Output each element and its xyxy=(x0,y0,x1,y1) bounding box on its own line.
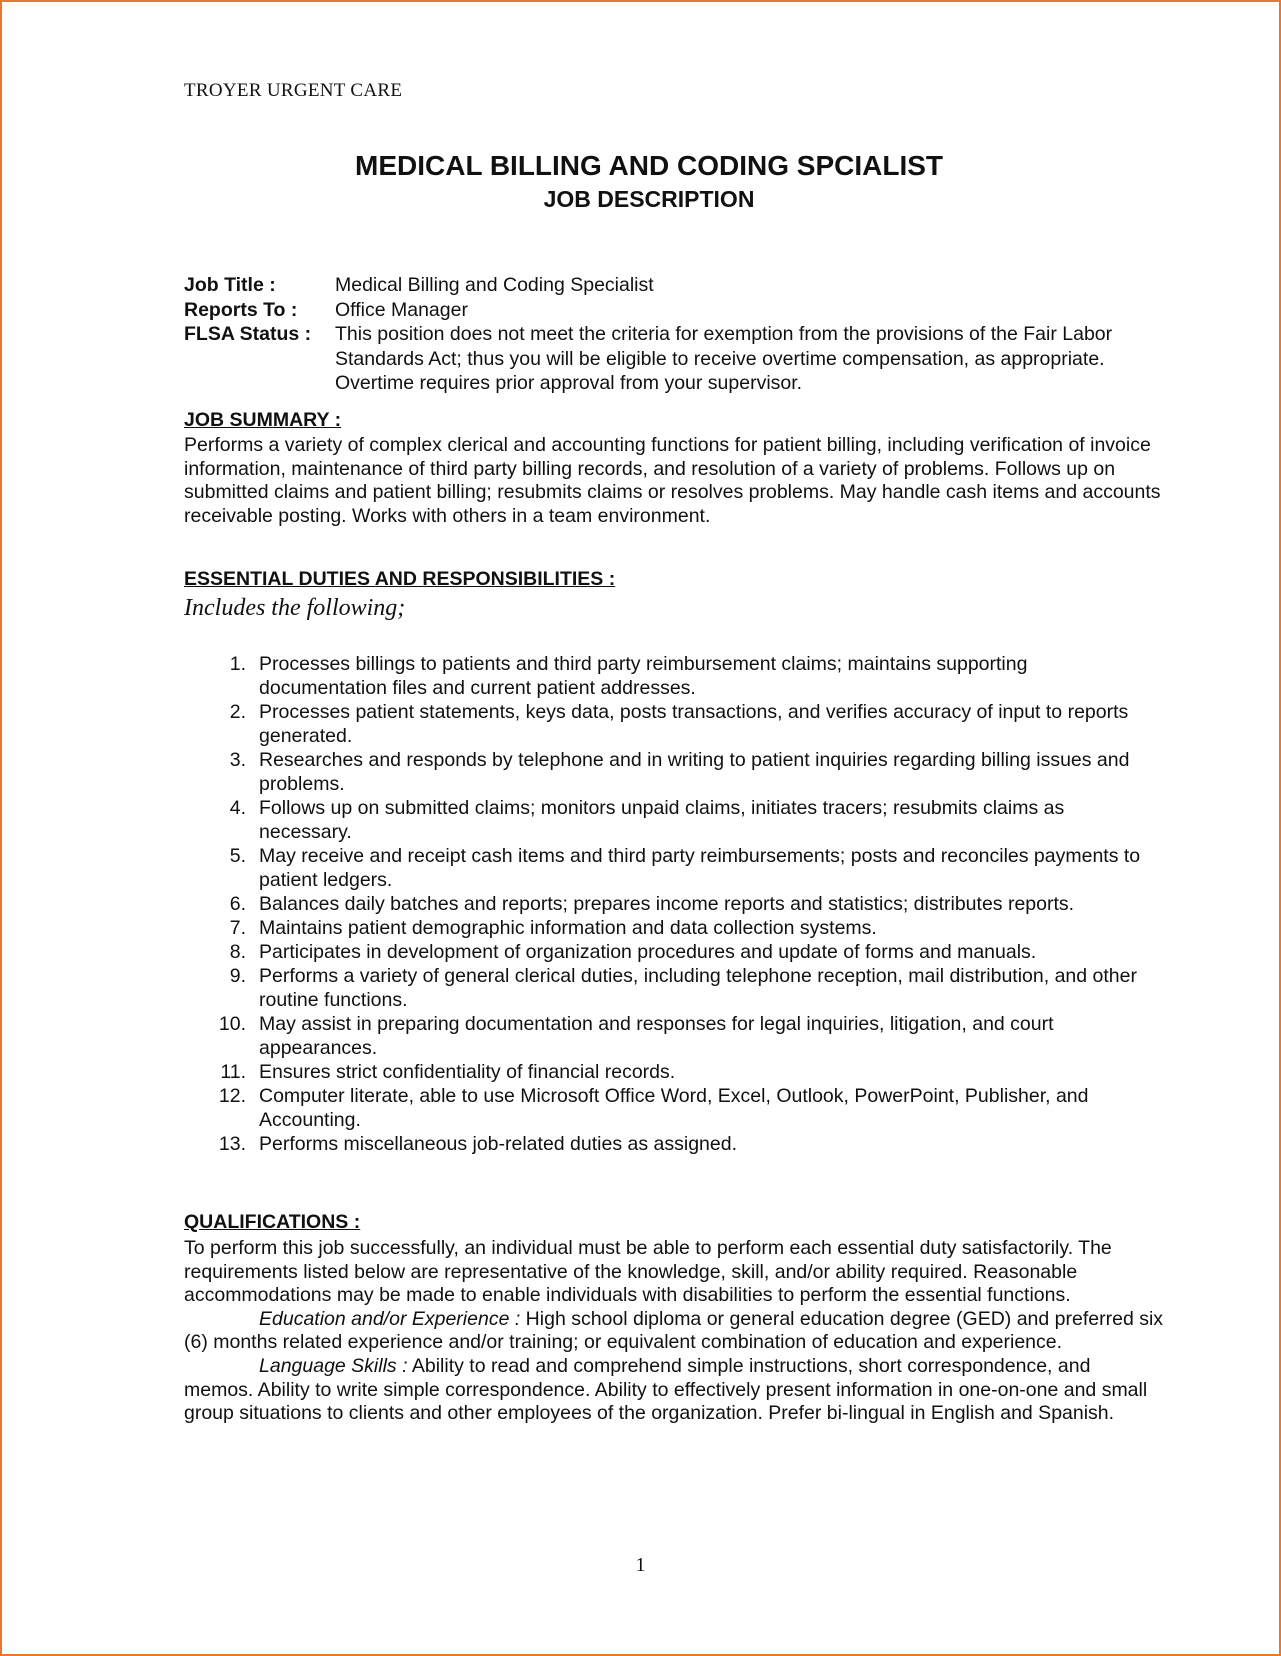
duty-number: 11. xyxy=(220,1061,246,1083)
document-subtitle: JOB DESCRIPTION xyxy=(543,186,755,212)
duty-item xyxy=(214,1012,1144,1060)
duty-number: 6. xyxy=(229,893,246,915)
company-name: TROYER URGENT CARE xyxy=(184,80,403,101)
duty-text: Computer literate, able to use Microsoft Office Word, Excel, Outlook, PowerPoint, Publisher, and Accounting. xyxy=(259,1085,1089,1131)
duty-text: Ensures strict confidentiality of financial records. xyxy=(259,1061,676,1083)
duty-item xyxy=(214,1060,1144,1084)
duty-number: 13. xyxy=(218,1133,246,1155)
reports-to-row xyxy=(184,298,1145,323)
job-summary-text: Performs a variety of complex clerical and accounting functions for patient billing, including verification of invoice information, maintenance of third party billing records, and resolution of a variety of problems. Follows up on submitted claims and patient billing; resubmits claims or resolves problems. May handle cash items and accounts receivable posting. Works with others in a team environment. xyxy=(184,434,1161,527)
duty-text: Balances daily batches and reports; prepares income reports and statistics; distributes reports. xyxy=(259,893,1075,915)
duty-text: Follows up on submitted claims; monitors unpaid claims, initiates tracers; resubmits claims as necessary. xyxy=(259,797,1065,843)
language-text: Ability to read and comprehend simple instructions, short correspondence, and memos. Ability to write simple correspondence. Ability to effectively present information in one-on-one and small group situations to clients and other employees of the organization. Prefer bi-lingual in English and Spanish. xyxy=(184,1354,1148,1425)
qualifications-text xyxy=(184,1237,1164,1426)
education-label: Education and/or Experience : xyxy=(259,1307,521,1330)
duty-number: 7. xyxy=(229,917,246,939)
job-summary-heading: JOB SUMMARY : xyxy=(184,409,342,431)
flsa-status-value: This position does not meet the criteria for exemption from the provisions of the Fair Labor Standards Act; thus you will be eligible to receive overtime compensation, as appropriate. Overtime requires prior approval from your supervisor. xyxy=(335,323,1113,394)
duty-text: Performs a variety of general clerical duties, including telephone reception, mail distribution, and other routine functions. xyxy=(259,965,1137,1011)
job-meta xyxy=(184,273,1145,396)
duty-number: 12. xyxy=(218,1085,246,1107)
duty-item xyxy=(214,964,1144,1012)
duty-text: Researches and responds by telephone and in writing to patient inquiries regarding billing issues and problems. xyxy=(259,749,1130,795)
duty-number: 1. xyxy=(229,653,246,675)
duties-heading: ESSENTIAL DUTIES AND RESPONSIBILITIES : xyxy=(184,568,616,590)
job-title-value: Medical Billing and Coding Specialist xyxy=(335,274,654,296)
reports-to-label: Reports To : xyxy=(184,298,298,321)
duty-item xyxy=(214,1132,1144,1156)
duty-number: 10. xyxy=(218,1013,246,1035)
duty-item xyxy=(214,844,1144,892)
duty-number: 5. xyxy=(229,845,246,867)
duty-text: May assist in preparing documentation and responses for legal inquiries, litigation, and court appearances. xyxy=(259,1013,1054,1059)
duty-item xyxy=(214,748,1144,796)
duty-item xyxy=(214,916,1144,940)
reports-to-value: Office Manager xyxy=(335,298,468,321)
duty-text: Processes billings to patients and third party reimbursement claims; maintains supporting documentation files and current patient addresses. xyxy=(259,653,1028,699)
duty-text: Processes patient statements, keys data, posts transactions, and verifies accuracy of input to reports generated. xyxy=(259,701,1129,747)
language-paragraph xyxy=(184,1355,1164,1426)
document-title: MEDICAL BILLING AND CODING SPCIALIST xyxy=(355,150,943,181)
duty-item xyxy=(214,892,1144,916)
job-title-row xyxy=(184,273,1145,298)
duty-text: Participates in development of organization procedures and update of forms and manuals. xyxy=(259,941,1037,963)
job-title-label: Job Title : xyxy=(184,274,276,296)
education-paragraph xyxy=(184,1308,1164,1355)
duty-number: 8. xyxy=(229,941,246,963)
duty-item xyxy=(214,940,1144,964)
qualifications-intro: To perform this job successfully, an individual must be able to perform each essential duty satisfactorily. The requirements listed below are representative of the knowledge, skill, and/or ability required. Reasonable accommodations may be made to enable individuals with disabilities to perform the essential functions. xyxy=(184,1237,1112,1307)
flsa-status-row xyxy=(184,322,1145,396)
duty-number: 3. xyxy=(229,749,246,771)
duty-text: Performs miscellaneous job-related duties as assigned. xyxy=(259,1133,737,1155)
duties-list xyxy=(214,652,1144,1156)
qualifications-heading: QUALIFICATIONS : xyxy=(184,1211,361,1233)
duty-item xyxy=(214,652,1144,700)
duty-text: May receive and receipt cash items and third party reimbursements; posts and reconciles payments to patient ledgers. xyxy=(259,845,1141,891)
duty-item xyxy=(214,1084,1144,1132)
education-text: High school diploma or general education degree (GED) and preferred six (6) months related experience and/or training; or equivalent combination of education and experience. xyxy=(184,1307,1164,1354)
page-number: 1 xyxy=(635,1554,646,1576)
language-label: Language Skills : xyxy=(259,1354,408,1377)
duty-number: 4. xyxy=(229,797,246,819)
duty-number: 9. xyxy=(229,965,246,987)
duties-intro: Includes the following; xyxy=(184,595,406,621)
duty-item xyxy=(214,796,1144,844)
duty-number: 2. xyxy=(229,701,246,723)
flsa-status-label: FLSA Status : xyxy=(184,323,312,345)
duty-text: Maintains patient demographic information and data collection systems. xyxy=(259,917,877,939)
duty-item xyxy=(214,700,1144,748)
